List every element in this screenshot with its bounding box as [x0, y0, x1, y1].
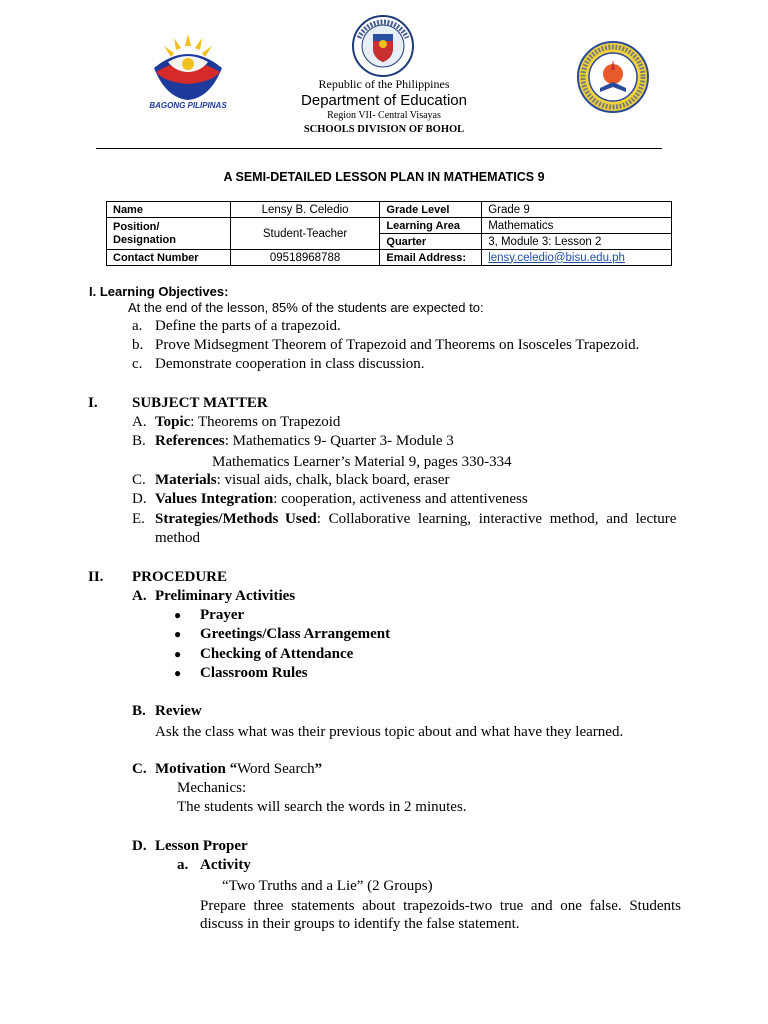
table-row: [107, 218, 672, 234]
motivation-heading-line: [132, 760, 322, 779]
preliminary-marker: A.: [132, 588, 147, 604]
objectives-heading: I. Learning Objectives:: [89, 284, 229, 299]
activity-title: “Two Truths and a Lie” (2 Groups): [222, 878, 433, 894]
prelim-item-text: Checking of Attendance: [200, 646, 354, 662]
subject-matter-heading: SUBJECT MATTER: [132, 395, 268, 411]
topic-value: : Theorems on Trapezoid: [190, 414, 341, 430]
email-cell: [482, 250, 672, 266]
materials-value: : visual aids, chalk, black board, eraser: [216, 472, 450, 488]
preliminary-heading: Preliminary Activities: [155, 588, 296, 604]
topic-label: Topic: [155, 414, 191, 430]
prelim-item: [174, 664, 308, 683]
deped-seal-logo: [351, 14, 415, 78]
bullet-icon: ●: [174, 647, 182, 661]
objective-marker: b.: [132, 337, 144, 353]
position-label-line-1: Position/: [113, 220, 160, 233]
references-marker: B.: [132, 433, 146, 449]
quarter-label: Quarter: [380, 234, 482, 250]
review-heading-line: [132, 702, 202, 721]
materials-label: Materials: [155, 472, 217, 488]
subject-matter-numeral: I.: [88, 395, 98, 411]
strategies-line-2: method: [155, 530, 200, 546]
department-line: Department of Education: [301, 92, 467, 109]
position-label-line-2: Designation: [113, 233, 176, 246]
procedure-numeral: II.: [88, 569, 104, 585]
objective-item: [132, 336, 639, 355]
republic-line: Republic of the Philippines: [318, 77, 450, 91]
motivation-activity-name: Word Search: [237, 761, 315, 777]
division-line: SCHOOLS DIVISION OF BOHOL: [303, 124, 465, 135]
prelim-item-text: Greetings/Class Arrangement: [200, 626, 391, 642]
bullet-icon: ●: [174, 627, 182, 641]
lesson-proper-marker: D.: [132, 838, 147, 854]
strategies-line: [132, 510, 681, 529]
prelim-item: [174, 645, 353, 664]
objective-marker: a.: [132, 318, 143, 334]
grade-value: Grade 9: [482, 202, 672, 218]
email-label: Email Address:: [380, 250, 482, 266]
area-label: Learning Area: [380, 218, 482, 234]
name-label: Name: [107, 202, 231, 218]
grade-label: Grade Level: [380, 202, 482, 218]
activity-heading-line: [177, 856, 251, 875]
objective-text: Demonstrate cooperation in class discussion.: [155, 356, 425, 372]
position-value: Student-Teacher: [230, 218, 380, 250]
school-seal-logo: [576, 40, 650, 114]
motivation-heading: Motivation “: [155, 761, 238, 777]
motivation-mechanics: Mechanics:: [177, 780, 247, 796]
activity-heading: Activity: [200, 857, 251, 873]
procedure-heading: PROCEDURE: [132, 569, 228, 585]
quarter-value: 3, Module 3: Lesson 2: [482, 234, 672, 250]
activity-marker: a.: [177, 857, 189, 873]
strategies-value: : Collaborative learning, interactive method, and lecture: [316, 511, 677, 527]
region-line: Region VII- Central Visayas: [327, 110, 441, 121]
topic-marker: A.: [132, 414, 147, 430]
bullet-icon: ●: [174, 608, 182, 622]
prelim-item-text: Classroom Rules: [200, 665, 308, 681]
position-label: [107, 218, 231, 250]
teacher-info-table: [106, 201, 672, 266]
review-marker: B.: [132, 703, 146, 719]
name-value: Lensy B. Celedio: [230, 202, 380, 218]
objective-item: [132, 355, 425, 374]
objective-text: Define the parts of a trapezoid.: [155, 318, 341, 334]
objective-marker: c.: [132, 356, 143, 372]
references-label: References: [155, 433, 225, 449]
strategies-label: Strategies/Methods Used: [155, 511, 317, 527]
table-row: [107, 250, 672, 266]
email-link[interactable]: lensy.celedio@bisu.edu.ph: [488, 251, 625, 264]
prelim-item-text: Prayer: [200, 607, 245, 623]
preliminary-heading-line: [132, 587, 295, 606]
references-line-2: Mathematics Learner’s Material 9, pages 330-334: [212, 454, 512, 470]
review-heading: Review: [155, 703, 202, 719]
references-value: : Mathematics 9- Quarter 3- Module 3: [224, 433, 454, 449]
references-line: [132, 432, 454, 451]
bullet-icon: ●: [174, 666, 182, 680]
objectives-intro: At the end of the lesson, 85% of the students are expected to:: [128, 300, 484, 315]
bagong-pilipinas-text: BAGONG PILIPINAS: [149, 101, 227, 110]
values-label: Values Integration: [155, 491, 274, 507]
objective-text: Prove Midsegment Theorem of Trapezoid and Theorems on Isosceles Trapezoid.: [155, 337, 640, 353]
lesson-proper-heading: Lesson Proper: [155, 838, 248, 854]
contact-label: Contact Number: [107, 250, 231, 266]
activity-text-line-1: Prepare three statements about trapezoids-two true and one false. Students: [200, 898, 681, 914]
motivation-text: The students will search the words in 2 minutes.: [177, 799, 467, 815]
materials-marker: C.: [132, 472, 146, 488]
values-value: : cooperation, activeness and attentiveness: [273, 491, 528, 507]
values-line: [132, 490, 528, 509]
motivation-close-quote: ”: [314, 761, 323, 777]
header-divider: [96, 148, 662, 149]
prelim-item: [174, 625, 390, 644]
strategies-marker: E.: [132, 511, 145, 527]
materials-line: [132, 471, 449, 490]
contact-value: 09518968788: [230, 250, 380, 266]
activity-text-line-2: discuss in their groups to identify the false statement.: [200, 916, 520, 932]
values-marker: D.: [132, 491, 147, 507]
review-text: Ask the class what was their previous topic about and what have they learned.: [155, 724, 624, 740]
lesson-proper-heading-line: [132, 837, 248, 856]
area-value: Mathematics: [482, 218, 672, 234]
objective-item: [132, 317, 341, 336]
table-row: [107, 202, 672, 218]
document-title: A SEMI-DETAILED LESSON PLAN IN MATHEMATICS 9: [223, 170, 545, 184]
prelim-item: [174, 606, 244, 625]
topic-line: [132, 413, 340, 432]
motivation-marker: C.: [132, 761, 147, 777]
